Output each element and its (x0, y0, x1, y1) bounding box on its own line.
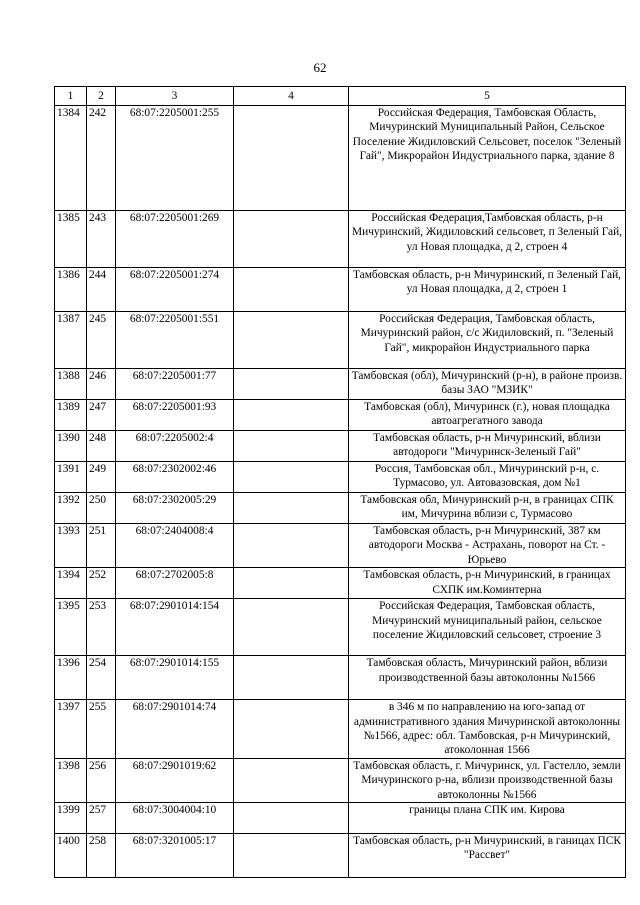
column-header-1: 1 (55, 87, 87, 106)
table-row (55, 656, 626, 700)
cadastral-number-cell: 68:07:2901019:62 (116, 758, 234, 802)
address-cell: Россия, Тамбовская обл., Мичуринский р-н, с. Турмасово, ул. Автовазовская, дом №1 (349, 462, 626, 493)
sub-number-cell: 258 (87, 834, 116, 878)
table-row (55, 462, 626, 493)
column-4-cell (234, 700, 349, 759)
address-cell: Тамбовская область, Мичуринский район, вблизи производственной базы автоколонны №1566 (349, 656, 626, 700)
row-number-cell: 1384 (55, 106, 87, 211)
cadastral-number-cell: 68:07:2205001:255 (116, 106, 234, 211)
column-4-cell (234, 268, 349, 312)
sub-number-cell: 244 (87, 268, 116, 312)
table-row (55, 568, 626, 599)
column-4-cell (234, 369, 349, 400)
cadastral-number-cell: 68:07:2404008:4 (116, 524, 234, 568)
table-row (55, 106, 626, 211)
table-row (55, 211, 626, 268)
row-number-cell: 1396 (55, 656, 87, 700)
column-4-cell (234, 106, 349, 211)
address-cell: Российская Федерация, Тамбовская область, Мичуринский муниципальный район, сельское поселение Жидиловский сельсовет, строение 3 (349, 599, 626, 656)
address-cell: Тамбовская (обл), Мичуринск (г.), новая площадка автоагрегатного завода (349, 400, 626, 431)
table-row (55, 700, 626, 759)
row-number-cell: 1395 (55, 599, 87, 656)
cadastral-number-cell: 68:07:2302005:29 (116, 493, 234, 524)
column-header-5: 5 (349, 87, 626, 106)
column-4-cell (234, 431, 349, 462)
address-cell: Тамбовская область, р-н Мичуринский, п Зеленый Гай, ул Новая площадка, д 2, строен 1 (349, 268, 626, 312)
address-cell: Тамбовская (обл), Мичуринский (р-н), в районе произв. базы ЗАО "МЗИК" (349, 369, 626, 400)
sub-number-cell: 247 (87, 400, 116, 431)
table-row (55, 268, 626, 312)
table-row (55, 431, 626, 462)
column-4-cell (234, 803, 349, 834)
sub-number-cell: 245 (87, 312, 116, 369)
cadastral-number-cell: 68:07:3201005:17 (116, 834, 234, 878)
column-4-cell (234, 312, 349, 369)
address-cell: Тамбовская область, г. Мичуринск, ул. Гастелло, земли Мичуринского р-на, вблизи производственной базы автоколонны №1566 (349, 758, 626, 802)
column-header-2: 2 (87, 87, 116, 106)
sub-number-cell: 250 (87, 493, 116, 524)
table-row (55, 493, 626, 524)
cadastral-number-cell: 68:07:2205001:77 (116, 369, 234, 400)
cadastral-number-cell: 68:07:2302002:46 (116, 462, 234, 493)
registry-table (54, 86, 626, 878)
row-number-cell: 1400 (55, 834, 87, 878)
table-row (55, 524, 626, 568)
cadastral-number-cell: 68:07:2702005:8 (116, 568, 234, 599)
column-header-3: 3 (116, 87, 234, 106)
sub-number-cell: 243 (87, 211, 116, 268)
sub-number-cell: 249 (87, 462, 116, 493)
row-number-cell: 1390 (55, 431, 87, 462)
row-number-cell: 1392 (55, 493, 87, 524)
cadastral-number-cell: 68:07:3004004:10 (116, 803, 234, 834)
column-header-4: 4 (234, 87, 349, 106)
column-4-cell (234, 656, 349, 700)
address-cell: Тамбовская обл, Мичуринский р-н, в границах СПК им, Мичурина вблизи с, Турмасово (349, 493, 626, 524)
column-4-cell (234, 400, 349, 431)
column-4-cell (234, 493, 349, 524)
table-row (55, 312, 626, 369)
cadastral-number-cell: 68:07:2205001:269 (116, 211, 234, 268)
sub-number-cell: 256 (87, 758, 116, 802)
column-4-cell (234, 599, 349, 656)
cadastral-number-cell: 68:07:2205001:93 (116, 400, 234, 431)
sub-number-cell: 251 (87, 524, 116, 568)
row-number-cell: 1388 (55, 369, 87, 400)
table-row (55, 599, 626, 656)
cadastral-number-cell: 68:07:2901014:74 (116, 700, 234, 759)
address-cell: Тамбовская область, р-н Мичуринский, вблизи автодороги "Мичуринск-Зеленый Гай" (349, 431, 626, 462)
row-number-cell: 1399 (55, 803, 87, 834)
sub-number-cell: 257 (87, 803, 116, 834)
table-row (55, 834, 626, 878)
row-number-cell: 1398 (55, 758, 87, 802)
sub-number-cell: 246 (87, 369, 116, 400)
cadastral-number-cell: 68:07:2901014:155 (116, 656, 234, 700)
column-4-cell (234, 462, 349, 493)
table-row (55, 400, 626, 431)
address-cell: Тамбовская область, р-н Мичуринский, в ганицах ПСК "Рассвет" (349, 834, 626, 878)
table-row (55, 369, 626, 400)
sub-number-cell: 242 (87, 106, 116, 211)
column-4-cell (234, 524, 349, 568)
row-number-cell: 1394 (55, 568, 87, 599)
sub-number-cell: 248 (87, 431, 116, 462)
row-number-cell: 1397 (55, 700, 87, 759)
sub-number-cell: 255 (87, 700, 116, 759)
address-cell: Российская Федерация, Тамбовская Область, Мичуринский Муниципальный Район, Сельское Поселение Жидиловский Сельсовет, поселок "Зеленый Гай", Микрорайон Индустриального парка, здание 8 (349, 106, 626, 211)
row-number-cell: 1393 (55, 524, 87, 568)
address-cell: Российская Федерация,Тамбовская область, р-н Мичуринский, Жидиловский сельсовет, п Зеленый Гай, ул Новая площадка, д 2, строен 4 (349, 211, 626, 268)
column-4-cell (234, 211, 349, 268)
row-number-cell: 1391 (55, 462, 87, 493)
address-cell: границы плана СПК им. Кирова (349, 803, 626, 834)
column-4-cell (234, 758, 349, 802)
cadastral-number-cell: 68:07:2205001:274 (116, 268, 234, 312)
address-cell: Российская Федерация, Тамбовская область, Мичуринский район, с/с Жидиловский, п. "Зеленый Гай", микрорайон Индустриального парка (349, 312, 626, 369)
table-row (55, 803, 626, 834)
row-number-cell: 1386 (55, 268, 87, 312)
column-4-cell (234, 568, 349, 599)
table-row (55, 758, 626, 802)
sub-number-cell: 252 (87, 568, 116, 599)
address-cell: Тамбовская область, р-н Мичуринский, 387 км автодороги Москва - Астрахань, поворот на Ст. - Юрьево (349, 524, 626, 568)
sub-number-cell: 253 (87, 599, 116, 656)
cadastral-number-cell: 68:07:2205002:4 (116, 431, 234, 462)
page-number: 62 (313, 60, 327, 75)
address-cell: Тамбовская область, р-н Мичуринский, в границах СХПК им.Коминтерна (349, 568, 626, 599)
row-number-cell: 1389 (55, 400, 87, 431)
cadastral-number-cell: 68:07:2901014:154 (116, 599, 234, 656)
row-number-cell: 1385 (55, 211, 87, 268)
header-row (55, 87, 626, 106)
row-number-cell: 1387 (55, 312, 87, 369)
cadastral-number-cell: 68:07:2205001:551 (116, 312, 234, 369)
address-cell: в 346 м по направлению на юго-запад от административного здания Мичуринской автоколонны №1566, адрес: обл. Тамбовская, р-н Мичуринский, атоколонная 1566 (349, 700, 626, 759)
sub-number-cell: 254 (87, 656, 116, 700)
column-4-cell (234, 834, 349, 878)
